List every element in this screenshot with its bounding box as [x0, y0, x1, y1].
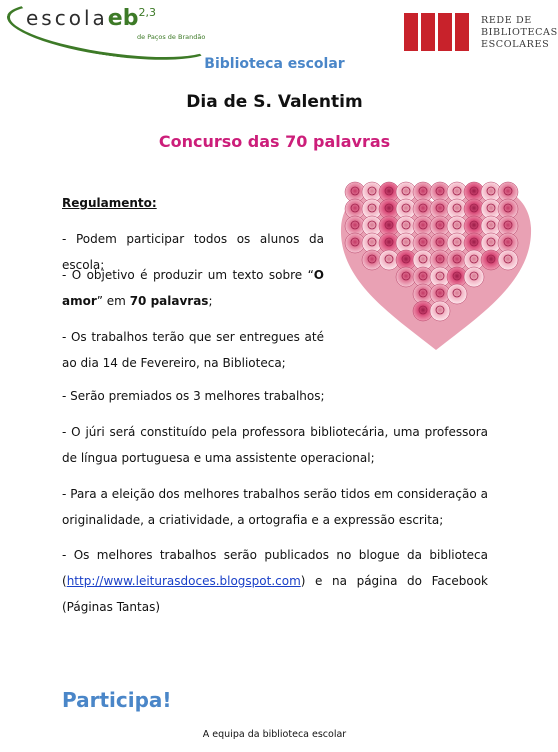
rule-5: - O júri será constituído pela professora bibliotecária, uma professora de língua portuguesa e uma assistente operacional;: [62, 425, 488, 465]
rule-6: - Para a eleição dos melhores trabalhos serão tidos em consideração a originalidade, a criatividade, a ortografia e a expressão escrita;: [62, 487, 488, 527]
page-subtitle: Concurso das 70 palavras: [158, 132, 391, 151]
logo-subtitle: de Paços de Brandão: [137, 33, 206, 41]
rose-flower: [447, 284, 467, 304]
rose-flower: [430, 301, 450, 321]
participa-heading: Participa!: [62, 688, 172, 712]
section-label: Biblioteca escolar: [204, 56, 345, 72]
blog-link[interactable]: http://www.leiturasdoces.blogspot.com: [66, 574, 301, 588]
rule-4: - Serão premiados os 3 melhores trabalhos;: [62, 389, 325, 403]
rule-7: - Os melhores trabalhos serão publicados no blogue da biblioteca (http://www.leiturasdoces.blogspot.com) e na página do Facebook (Páginas Tantas): [62, 548, 488, 614]
regulamento-heading: Regulamento:: [62, 196, 157, 210]
rose-heart-image: [333, 166, 539, 356]
rose-heart-illustration: [333, 166, 539, 356]
rose-flower: [464, 267, 484, 287]
rbe-mark-icon: [404, 13, 469, 51]
rule-2: - O objetivo é produzir um texto sobre “O amor” em 70 palavras;: [62, 268, 324, 308]
footer-signature: A equipa da biblioteca escolar: [202, 729, 347, 740]
escola-eb23-logo: [6, 2, 221, 50]
rule-1: - Podem participar todos os alunos da escola;: [62, 232, 324, 272]
rose-flower: [498, 250, 518, 270]
rbe-logo-text: REDE DE BIBLIOTECAS ESCOLARES: [481, 15, 558, 50]
rede-bibliotecas-logo: [404, 13, 558, 53]
rule-3: - Os trabalhos terão que ser entregues até ao dia 14 de Fevereiro, na Biblioteca;: [62, 330, 324, 370]
page-title: Dia de S. Valentim: [186, 92, 363, 112]
logo-wordmark: escolaeb$^{2,3}$: [26, 6, 156, 31]
